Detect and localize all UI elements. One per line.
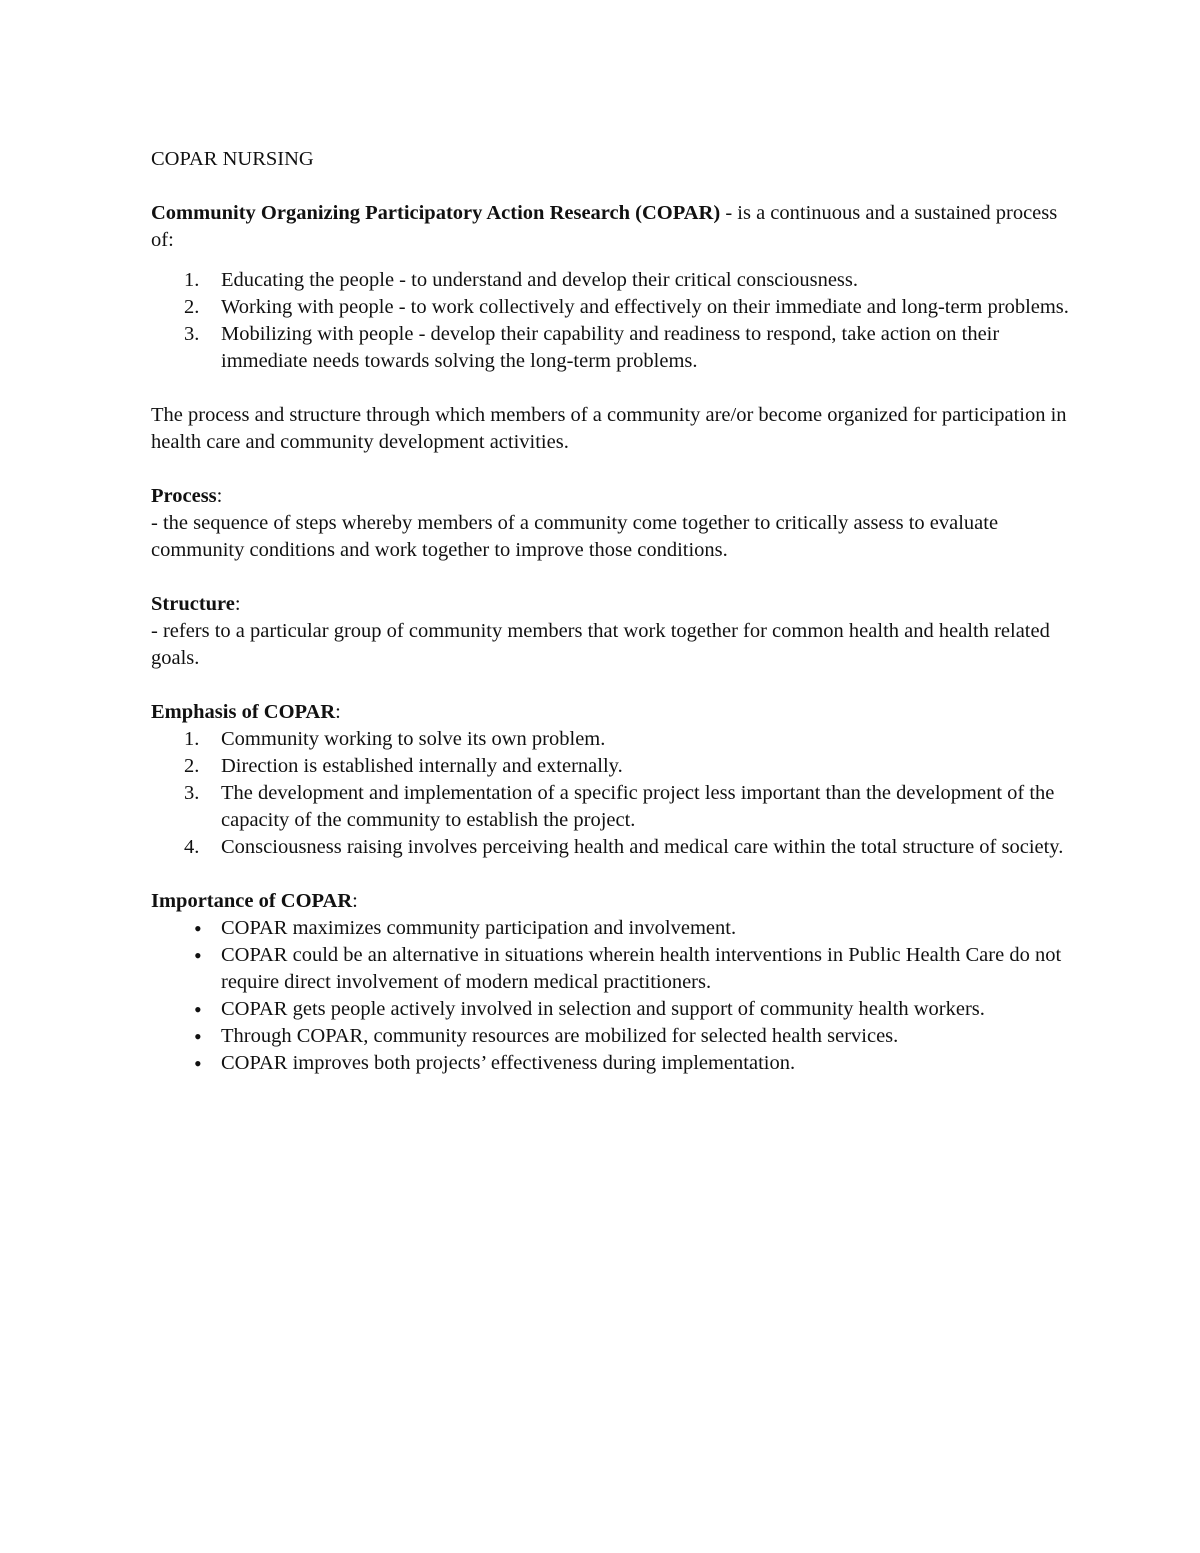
- process-section: [151, 483, 1071, 564]
- list-item-text: Educating the people - to understand and develop their critical consciousness.: [221, 269, 859, 291]
- list-number: 2.: [184, 755, 200, 777]
- heading-colon: :: [352, 890, 358, 912]
- bullet-icon: •: [194, 1051, 202, 1076]
- list-item: [151, 996, 1071, 1023]
- list-item-text: Through COPAR, community resources are mobilized for selected health services.: [221, 1025, 899, 1047]
- list-item-text: COPAR gets people actively involved in selection and support of community health workers.: [221, 998, 985, 1020]
- organization-paragraph: The process and structure through which members of a community are/or become organized for participation in health care and community development activities.: [151, 404, 1067, 453]
- list-item-text: COPAR maximizes community participation and involvement.: [221, 917, 737, 939]
- process-text: - the sequence of steps whereby members of a community come together to critically assess to evaluate community conditions and work together to improve those conditions.: [151, 512, 999, 561]
- list-item-text: The development and implementation of a specific project less important than the development of the capacity of the community to establish the project.: [221, 782, 1055, 831]
- importance-heading-line: [151, 888, 1071, 915]
- list-item: [151, 753, 1071, 780]
- list-item: [151, 834, 1071, 861]
- list-item: [151, 915, 1071, 942]
- list-item: [151, 267, 1071, 294]
- heading-colon: :: [335, 701, 341, 723]
- list-item-text: Working with people - to work collectively and effectively on their immediate and long-term problems.: [221, 296, 1069, 318]
- list-number: 3.: [184, 782, 200, 804]
- list-item: [151, 1050, 1071, 1077]
- emphasis-section: [151, 699, 1071, 861]
- list-item: [151, 1023, 1071, 1050]
- definition-term: Community Organizing Participatory Action Research (COPAR): [151, 202, 721, 224]
- process-heading-line: [151, 483, 1071, 510]
- importance-bullet-list: [151, 915, 1071, 1077]
- list-item-text: COPAR could be an alternative in situations wherein health interventions in Public Health Care do not require direct involvement of modern medical practitioners.: [221, 944, 1062, 993]
- process-heading: Process: [151, 485, 217, 507]
- list-item: [151, 780, 1071, 834]
- list-item-text: Direction is established internally and externally.: [221, 755, 623, 777]
- structure-section: [151, 591, 1071, 672]
- list-item: [151, 321, 1071, 375]
- list-item-text: COPAR improves both projects’ effectiveness during implementation.: [221, 1052, 796, 1074]
- importance-section: [151, 888, 1071, 1077]
- emphasis-heading: Emphasis of COPAR: [151, 701, 336, 723]
- list-item-text: Consciousness raising involves perceiving health and medical care within the total structure of society.: [221, 836, 1064, 858]
- structure-heading-line: [151, 591, 1071, 618]
- emphasis-numbered-list: [151, 726, 1071, 861]
- bullet-icon: •: [194, 997, 202, 1022]
- bullet-icon: •: [194, 916, 202, 941]
- list-item-text: Mobilizing with people - develop their capability and readiness to respond, take action on their immediate needs towards solving the long-term problems.: [221, 323, 1000, 372]
- bullet-icon: •: [194, 943, 202, 968]
- structure-heading: Structure: [151, 593, 235, 615]
- structure-text: - refers to a particular group of community members that work together for common health and health related goals.: [151, 620, 1050, 669]
- heading-colon: :: [234, 593, 241, 615]
- list-number: 1.: [184, 728, 200, 750]
- document-title: COPAR NURSING: [151, 148, 314, 170]
- document-page: [151, 146, 1071, 1077]
- bullet-icon: •: [194, 1024, 202, 1049]
- heading-colon: :: [216, 485, 223, 507]
- list-number: 3.: [184, 323, 200, 345]
- list-number: 4.: [184, 836, 200, 858]
- definition-paragraph: [151, 200, 1071, 254]
- importance-heading: Importance of COPAR: [151, 890, 353, 912]
- list-item: [151, 294, 1071, 321]
- list-item: [151, 942, 1071, 996]
- list-item: [151, 726, 1071, 753]
- definition-text: - is a continuous and a sustained process of:: [151, 202, 1058, 251]
- list-number: 1.: [184, 269, 200, 291]
- process-numbered-list: [151, 267, 1071, 375]
- emphasis-heading-line: [151, 699, 1071, 726]
- list-number: 2.: [184, 296, 200, 318]
- list-item-text: Community working to solve its own problem.: [221, 728, 606, 750]
